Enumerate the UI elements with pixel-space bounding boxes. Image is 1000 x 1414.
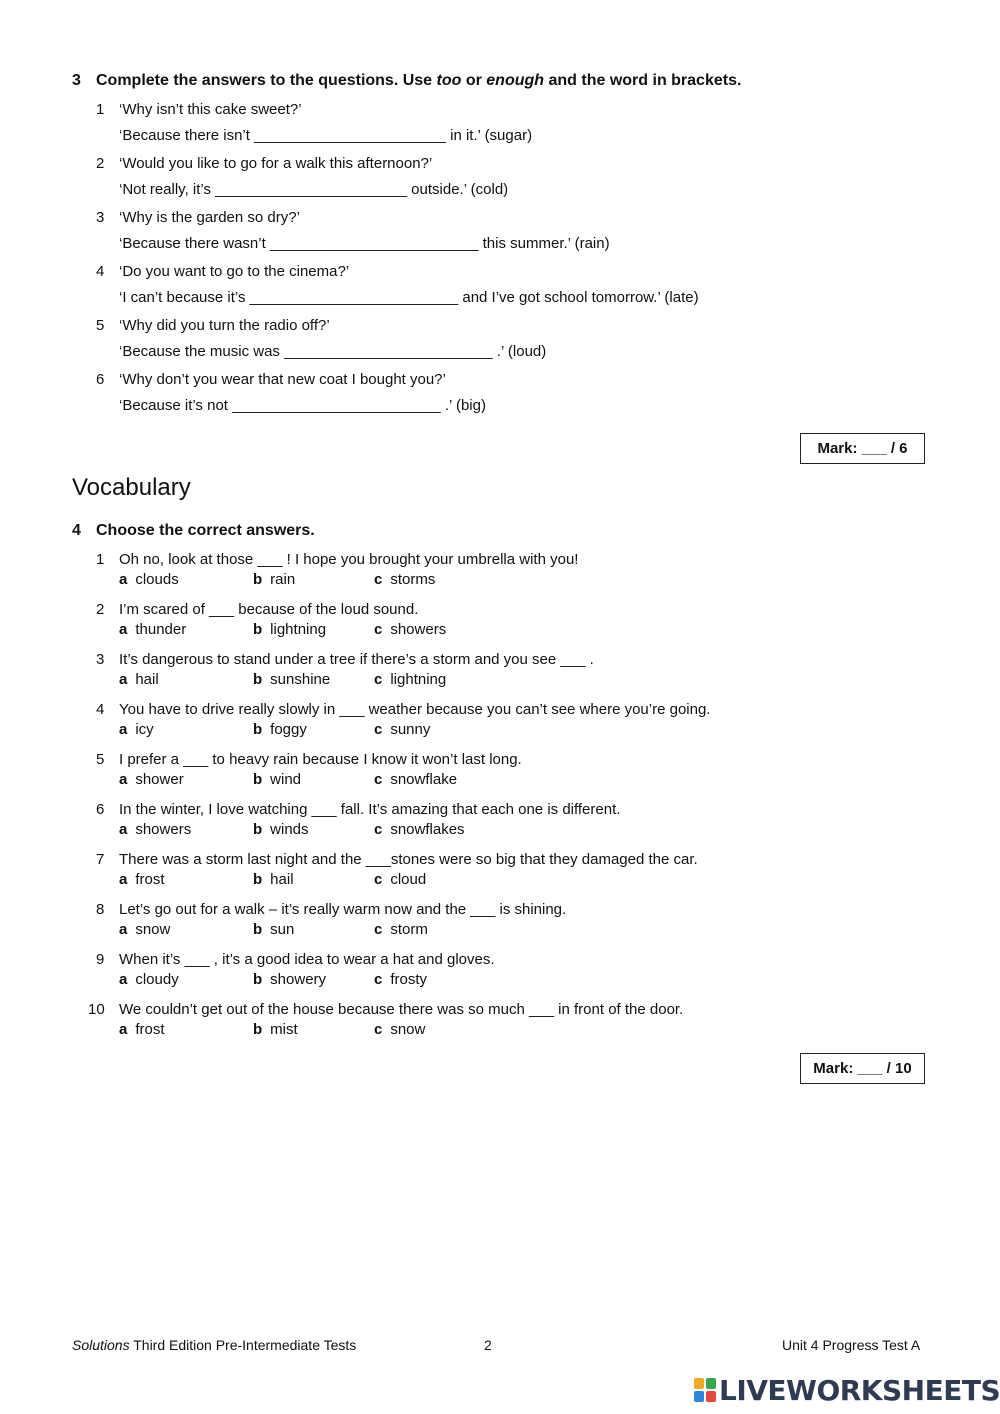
question-item: 7 There was a storm last night and the ___stones were so big that they damaged the car. [96,851,698,868]
option-c[interactable]: c snow [374,1021,426,1038]
logo-text: LIVEWORKSHEETS [719,1373,1000,1407]
question-item: 4 ‘Do you want to go to the cinema?’ [96,263,350,280]
option-b[interactable]: b rain [253,571,296,588]
section-title: Vocabulary [72,474,191,501]
option-b[interactable]: b mist [253,1021,298,1038]
answer-line[interactable]: ‘Because there isn’t _______________________ in it.’ (sugar) [119,127,533,144]
option-a[interactable]: a shower [119,771,184,788]
option-b[interactable]: b wind [253,771,302,788]
question-item: 9 When it’s ___ , it’s a good idea to wear a hat and gloves. [96,951,495,968]
option-a[interactable]: a thunder [119,621,187,638]
footer-book-title: Solutions Third Edition Pre-Intermediate Tests [72,1337,357,1353]
option-c[interactable]: c frosty [374,971,428,988]
option-c[interactable]: c cloud [374,871,427,888]
liveworksheets-logo[interactable] [694,1374,1000,1406]
question-item: 1 ‘Why isn’t this cake sweet?’ [96,101,302,118]
option-a[interactable]: a snow [119,921,171,938]
mark-box: Mark: ___ / 6 [800,433,925,464]
mark-box: Mark: ___ / 10 [800,1053,925,1084]
question-item: 3 ‘Why is the garden so dry?’ [96,209,300,226]
option-b[interactable]: b sun [253,921,295,938]
option-b[interactable]: b foggy [253,721,307,738]
question-item: 8 Let’s go out for a walk – it’s really warm now and the ___ is shining. [96,901,567,918]
option-c[interactable]: c sunny [374,721,431,738]
option-c[interactable]: c lightning [374,671,447,688]
question-item: 5 I prefer a ___ to heavy rain because I know it won’t last long. [96,751,522,768]
option-b[interactable]: b showery [253,971,327,988]
option-a[interactable]: a clouds [119,571,179,588]
option-a[interactable]: a hail [119,671,159,688]
answer-line[interactable]: ‘Because it’s not _________________________ .’ (big) [119,397,486,414]
question-item: 10 We couldn’t get out of the house because there was so much ___ in front of the door. [88,1001,684,1018]
option-b[interactable]: b lightning [253,621,327,638]
option-c[interactable]: c snowflakes [374,821,465,838]
option-a[interactable]: a icy [119,721,154,738]
logo-icon [694,1378,716,1402]
footer-page-number: 2 [484,1337,492,1353]
question-item: 1 Oh no, look at those ___ ! I hope you brought your umbrella with you! [96,551,579,568]
answer-line[interactable]: ‘Because there wasn’t _________________________ this summer.’ (rain) [119,235,610,252]
exercise-number: 4 [72,522,81,539]
option-a[interactable]: a frost [119,1021,165,1038]
option-a[interactable]: a cloudy [119,971,179,988]
exercise-3-instruction: 3 Complete the answers to the questions. Use too or enough and the word in brackets. [72,72,742,89]
option-a[interactable]: a frost [119,871,165,888]
footer-test-name: Unit 4 Progress Test A [782,1337,921,1353]
answer-line[interactable]: ‘Because the music was _________________________ .’ (loud) [119,343,547,360]
exercise-4-instruction: 4 Choose the correct answers. [72,522,315,539]
question-item: 2 ‘Would you like to go for a walk this afternoon?’ [96,155,433,172]
question-item: 6 ‘Why don’t you wear that new coat I bought you?’ [96,371,446,388]
option-c[interactable]: c showers [374,621,447,638]
question-item: 3 It’s dangerous to stand under a tree if there’s a storm and you see ___ . [96,651,594,668]
question-item: 2 I’m scared of ___ because of the loud sound. [96,601,419,618]
option-a[interactable]: a showers [119,821,192,838]
answer-line[interactable]: ‘I can’t because it’s _________________________ and I’ve got school tomorrow.’ (late) [119,289,699,306]
option-c[interactable]: c storms [374,571,436,588]
option-b[interactable]: b winds [253,821,309,838]
option-c[interactable]: c storm [374,921,428,938]
option-b[interactable]: b hail [253,871,294,888]
question-item: 6 In the winter, I love watching ___ fall. It’s amazing that each one is different. [96,801,621,818]
answer-line[interactable]: ‘Not really, it’s _______________________ outside.’ (cold) [119,181,509,198]
exercise-number: 3 [72,72,81,89]
question-item: 4 You have to drive really slowly in ___ weather because you can’t see where you’re going. [96,701,711,718]
question-item: 5 ‘Why did you turn the radio off?’ [96,317,330,334]
option-b[interactable]: b sunshine [253,671,331,688]
option-c[interactable]: c snowflake [374,771,458,788]
